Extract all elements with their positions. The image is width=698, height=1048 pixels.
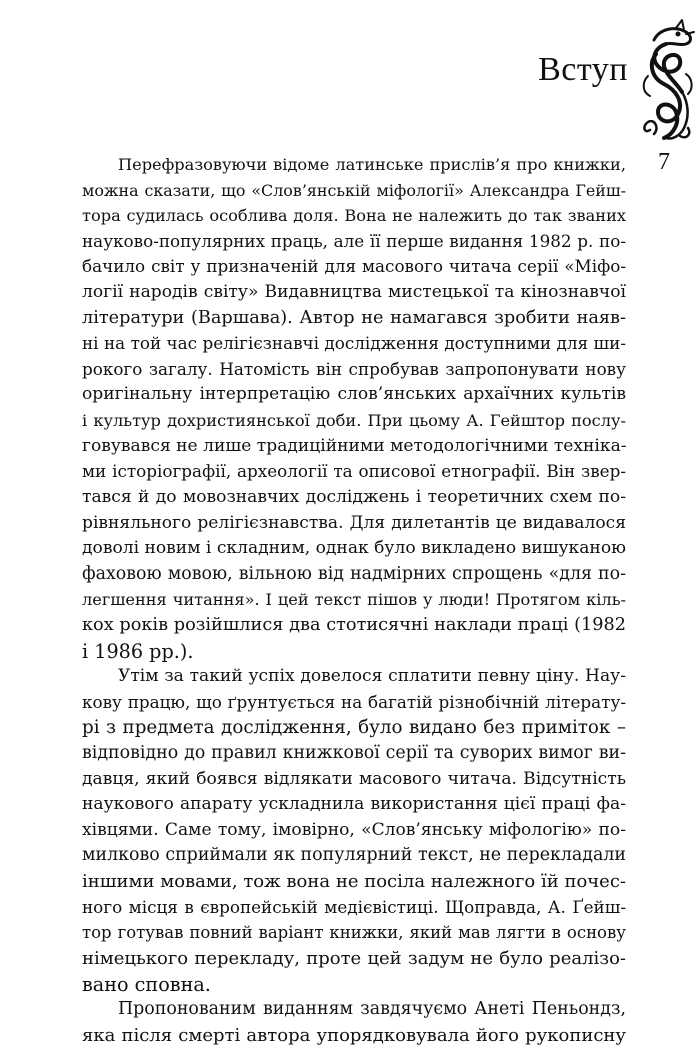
text-line: вано сповна. — [82, 972, 211, 996]
text-line: і 1986 рр.). — [82, 639, 194, 663]
text-line: літератури (Варшава). Автор не намагався зробити наяв- — [82, 307, 626, 328]
text-line: рокого загалу. Натомість він спробував запропонувати нову — [82, 358, 626, 379]
text-line: ми історіографії, археології та описової етнографії. Він звер- — [82, 461, 626, 482]
body-text — [82, 152, 626, 1048]
text-line: доволі новим і складним, однак було викладено вишуканою — [82, 538, 626, 559]
text-line: тор готував повний варіант книжки, який мав лягти в основу — [82, 923, 626, 943]
text-line: рівняльного релігієзнавства. Для дилетантів це видавалося — [82, 512, 626, 533]
text-line: іншими мовами, тож вона не посіла належного їй почес- — [82, 871, 626, 893]
text-line: Утім за такий успіх довелося сплатити певну ціну. Нау- — [118, 666, 626, 687]
text-line: німецького перекладу, проте цей задум не було реалізо- — [82, 947, 626, 969]
text-line: Пропонованим виданням завдячуємо Анеті Пеньондз, — [118, 999, 626, 1020]
text-line: тора судилась особлива доля. Вона не належить до так званих — [82, 206, 626, 226]
page-number: 7 — [658, 149, 670, 175]
text-line: рі з предмета дослідження, було видано без приміток – — [82, 717, 626, 739]
celtic-knot-dragon-icon — [636, 18, 696, 142]
text-line: оригінальну інтерпретацію слов’янських архаїчних культів — [82, 384, 626, 405]
text-line: відповідно до правил книжкової серії та суворих вимог ви- — [82, 743, 626, 764]
text-line: науково-популярних праць, але її перше видання 1982 р. по- — [82, 230, 626, 251]
text-line: Перефразовуючи відоме латинське прислів’я про книжки, — [118, 155, 626, 174]
text-line: яка після смерті автора упорядковувала його рукописну — [82, 1024, 626, 1046]
text-line: кох років розійшлися два стотисячні наклади праці (1982 — [82, 614, 626, 635]
text-line: наукового апарату ускладнила використання цієї праці фа- — [82, 794, 626, 815]
text-line: кову працю, що ґрунтується на багатій різнобічній літерату- — [82, 691, 626, 712]
text-line: можна сказати, що «Слов’янській міфології» Александра Гейш- — [82, 180, 626, 200]
chapter-title: Вступ — [538, 51, 628, 88]
text-line: хівцями. Саме тому, імовірно, «Слов’янську міфологію» по- — [82, 819, 626, 840]
text-line: легшення читання». І цей текст пішов у люди! Протягом кіль- — [82, 590, 626, 610]
text-line: тався й до мовознавчих досліджень і теоретичних схем по- — [82, 486, 626, 507]
text-line: ного місця в європейській медієвістиці. Щоправда, А. Ґейш- — [82, 896, 626, 917]
text-line: логії народів світу» Видавництва мистецької та кінознавчої — [82, 282, 626, 303]
text-line: говувався не лише традиційними методологічними техніка- — [82, 435, 627, 456]
text-line: фаховою мовою, вільною від надмірних спрощень «для по- — [82, 563, 626, 584]
text-line: бачило світ у призначеній для масового читача серії «Міфо- — [82, 256, 626, 277]
text-line: милково сприймали як популярний текст, не перекладали — [82, 845, 626, 866]
text-line: і культур дохристиянської доби. При цьому А. Гейштор послу- — [82, 411, 626, 431]
text-line: ні на той час релігієзнавчі дослідження доступними для ши- — [82, 333, 626, 354]
text-line: давця, який боявся відлякати масового читача. Відсутність — [82, 768, 626, 789]
